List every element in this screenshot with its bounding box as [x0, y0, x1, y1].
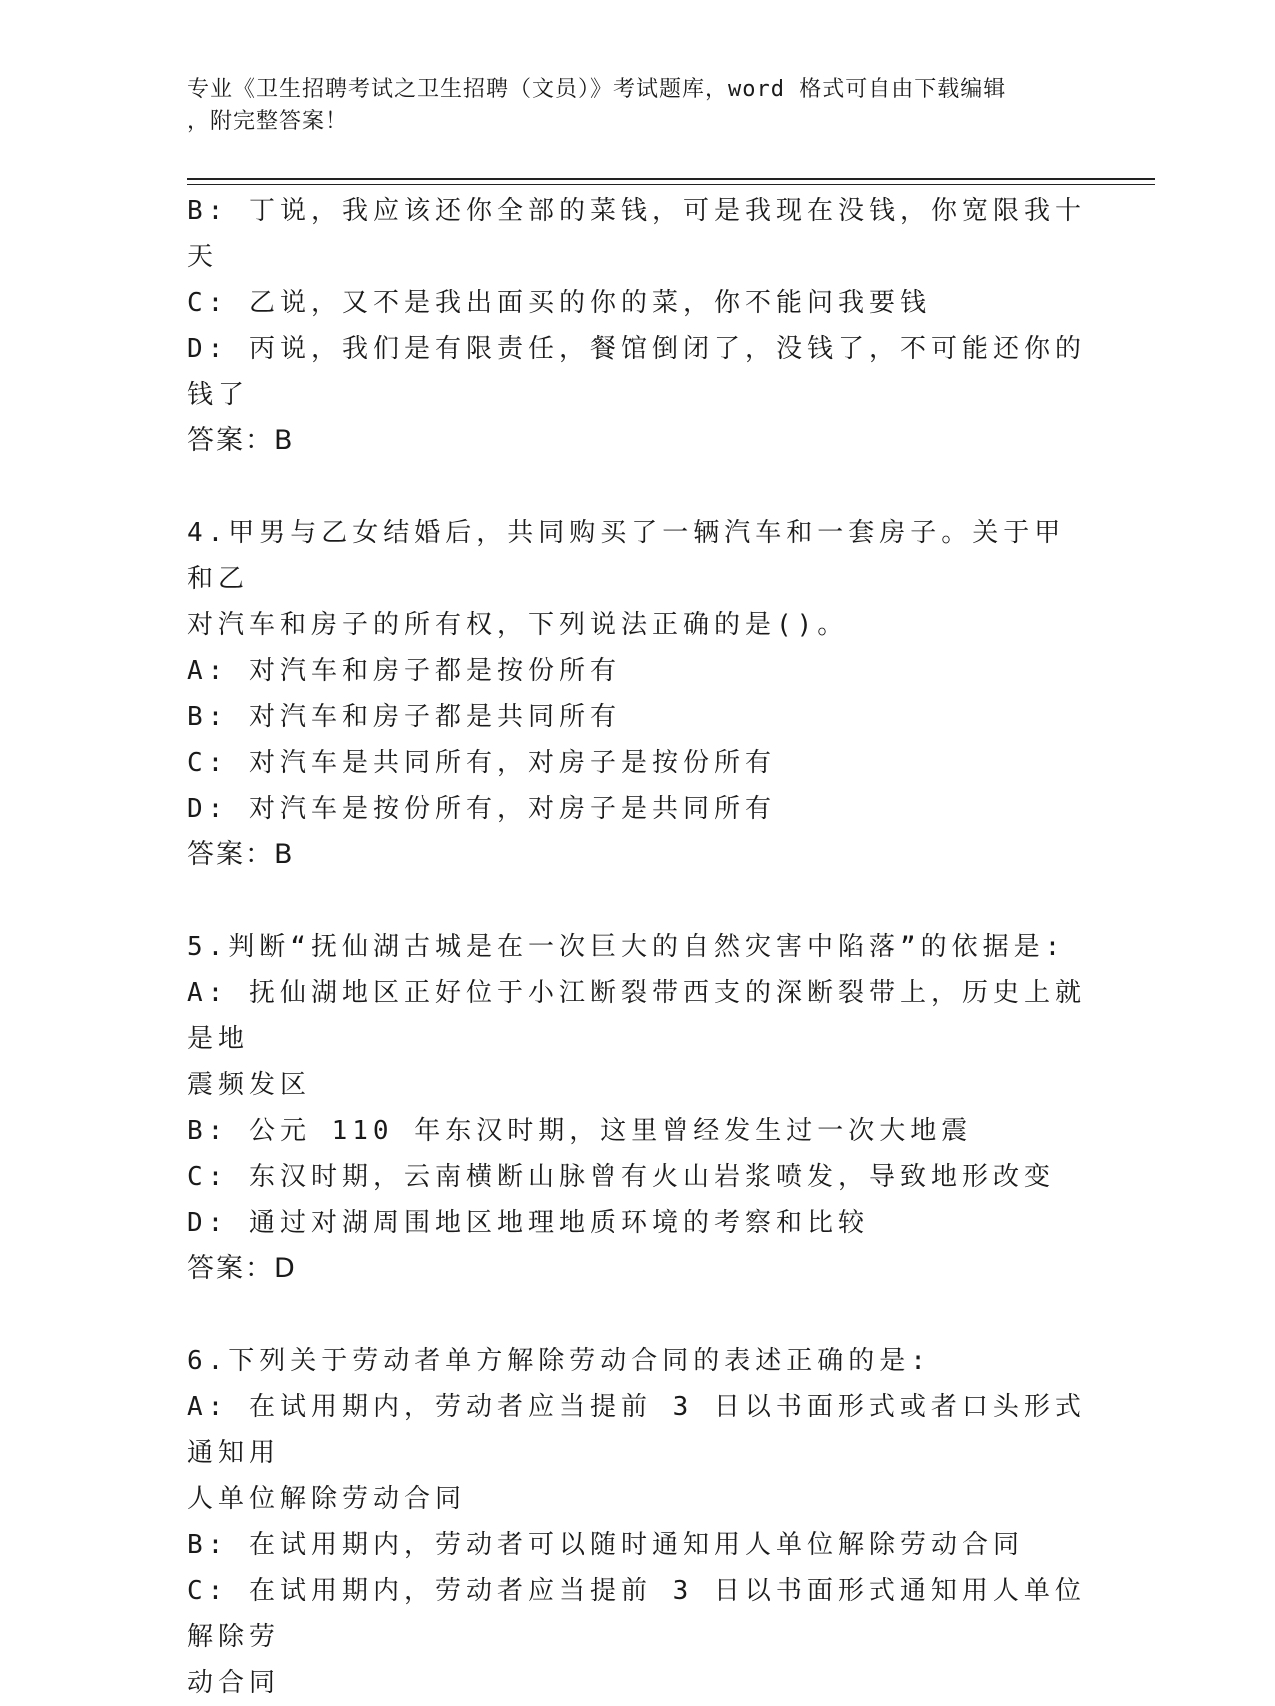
option-c: C: 对汽车是共同所有，对房子是按份所有 — [187, 748, 776, 778]
header-line-2: ，附完整答案！ — [187, 109, 349, 134]
option-c: C: 乙说，又不是我出面买的你的菜，你不能问我要钱 — [187, 288, 931, 318]
question-stem: 4.甲男与乙女结婚后，共同购买了一辆汽车和一套房子。关于甲和乙 — [187, 518, 1066, 594]
option-d: D: 对汽车是按份所有，对房子是共同所有 — [187, 794, 776, 824]
option-a-continued: 震频发区 — [187, 1070, 312, 1100]
question-5 — [187, 924, 1087, 1292]
header-rule-thin — [187, 184, 1155, 185]
answer: 答案：D — [187, 1253, 297, 1284]
option-c-continued: 动合同 — [187, 1668, 281, 1698]
spacer — [187, 1292, 1087, 1338]
header-rule-thick — [187, 178, 1155, 180]
document-body — [187, 188, 1087, 1706]
question-3 — [187, 188, 1087, 464]
header-line-1: 专业《卫生招聘考试之卫生招聘（文员）》考试题库，word 格式可自由下载编辑 — [187, 77, 1007, 102]
answer: 答案：B — [187, 425, 295, 456]
option-d: D: 通过对湖周围地区地理地质环境的考察和比较 — [187, 1208, 869, 1238]
question-4 — [187, 510, 1087, 878]
option-b: B: 对汽车和房子都是共同所有 — [187, 702, 621, 732]
option-a: A: 在试用期内，劳动者应当提前 3 日以书面形式或者口头形式通知用 — [187, 1392, 1086, 1468]
answer: 答案：B — [187, 839, 295, 870]
document-header — [187, 74, 1087, 138]
option-a: A: 抚仙湖地区正好位于小江断裂带西支的深断裂带上，历史上就是地 — [187, 978, 1086, 1054]
option-b: B: 公元 110 年东汉时期，这里曾经发生过一次大地震 — [187, 1116, 973, 1146]
option-a-continued: 人单位解除劳动合同 — [187, 1484, 467, 1514]
question-stem: 6.下列关于劳动者单方解除劳动合同的表述正确的是: — [187, 1346, 931, 1376]
option-c: C: 东汉时期，云南横断山脉曾有火山岩浆喷发，导致地形改变 — [187, 1162, 1055, 1192]
option-a: A: 对汽车和房子都是按份所有 — [187, 656, 621, 686]
option-b: B: 丁说，我应该还你全部的菜钱，可是我现在没钱，你宽限我十天 — [187, 196, 1086, 272]
question-stem: 5.判断“抚仙湖古城是在一次巨大的自然灾害中陷落”的依据是: — [187, 932, 1066, 962]
option-b: B: 在试用期内，劳动者可以随时通知用人单位解除劳动合同 — [187, 1530, 1024, 1560]
option-d: D: 丙说，我们是有限责任，餐馆倒闭了，没钱了，不可能还你的钱了 — [187, 334, 1086, 410]
question-stem-continued: 对汽车和房子的所有权，下列说法正确的是()。 — [187, 610, 849, 640]
spacer — [187, 464, 1087, 510]
spacer — [187, 878, 1087, 924]
question-6 — [187, 1338, 1087, 1706]
option-c: C: 在试用期内，劳动者应当提前 3 日以书面形式通知用人单位解除劳 — [187, 1576, 1086, 1652]
